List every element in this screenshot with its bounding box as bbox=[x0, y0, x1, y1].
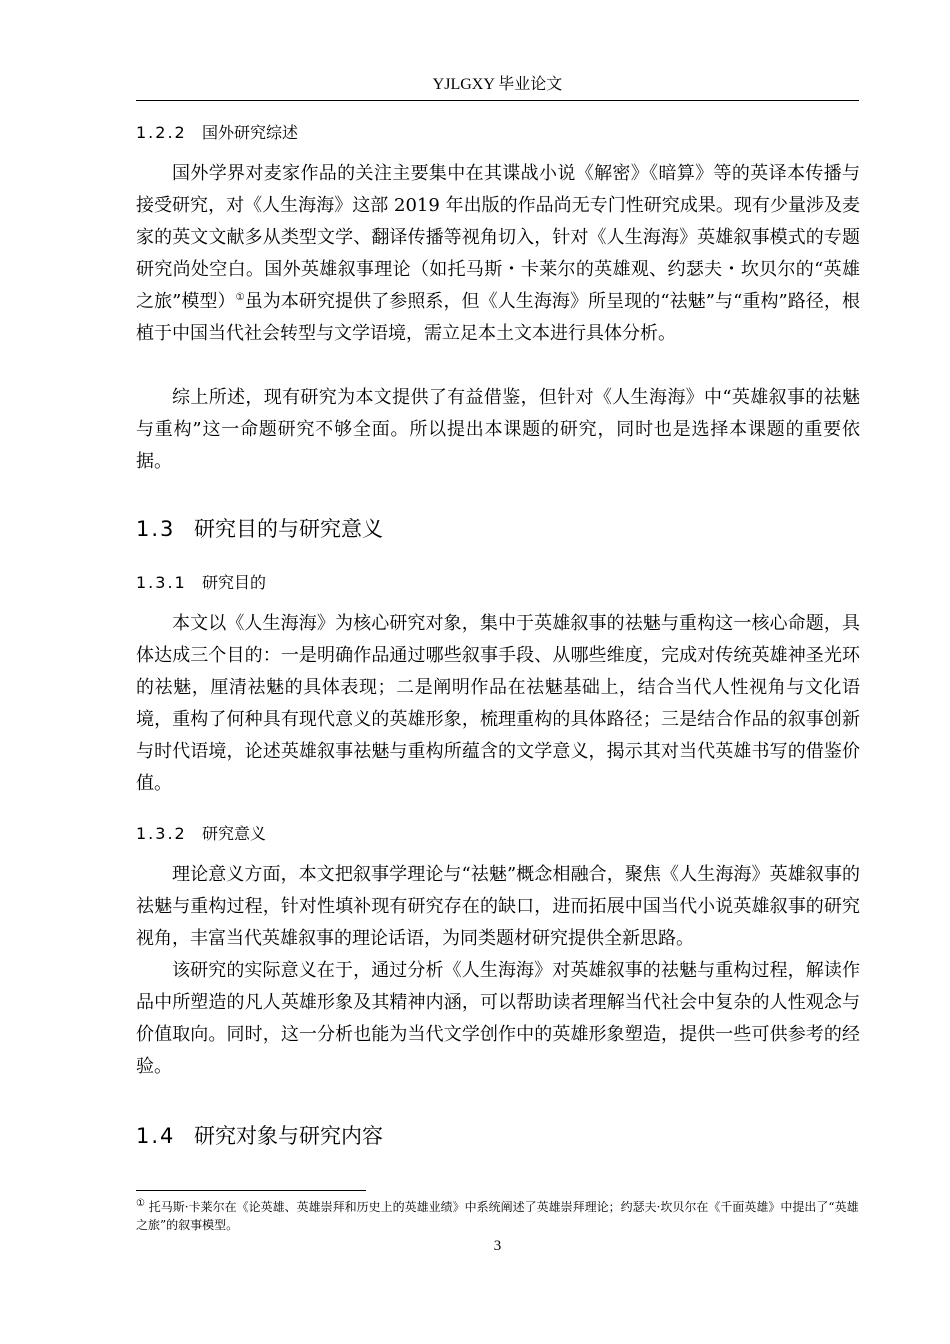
heading-number: 1.2.2 bbox=[136, 123, 187, 142]
paragraph-1-2-2-1 bbox=[136, 158, 860, 350]
heading-1-3-2 bbox=[136, 822, 266, 846]
paragraph-1-2-2-2: 综上所述，现有研究为本文提供了有益借鉴，但针对《人生海海》中“英雄叙事的祛魅与重构”这一命题研究不够全面。所以提出本课题的研究，同时也是选择本课题的重要依据。 bbox=[136, 387, 860, 472]
footnote bbox=[136, 1198, 860, 1234]
heading-number: 1.3 bbox=[136, 517, 176, 541]
heading-number: 1.3.1 bbox=[136, 573, 187, 592]
heading-number: 1.4 bbox=[136, 1124, 176, 1148]
footnote-text: 托马斯·卡莱尔在《论英雄、英雄崇拜和历史上的英雄业绩》中系统阐述了英雄崇拜理论；约瑟夫·坎贝尔在《千面英雄》中提出了“英雄之旅”的叙事模型。 bbox=[136, 1200, 859, 1232]
heading-title: 研究目的与研究意义 bbox=[194, 517, 383, 541]
paragraph-1-3-2-1: 理论意义方面，本文把叙事学理论与“祛魅”概念相融合，聚焦《人生海海》英雄叙事的祛魅与重构过程，针对性填补现有研究存在的缺口，进而拓展中国当代小说英雄叙事的研究视角，丰富当代英雄叙事的理论话语，为同类题材研究提供全新思路。 bbox=[136, 864, 860, 949]
heading-title: 研究目的 bbox=[202, 573, 267, 592]
paragraph-text: 虽为本研究提供了参照系，但《人生海海》所呈现的“祛魅”与“重构”路径，根植于中国当代社会转型与文学语境，需立足本土文本进行具体分析。 bbox=[136, 291, 861, 344]
heading-1-3-1 bbox=[136, 571, 266, 595]
heading-number: 1.3.2 bbox=[136, 824, 187, 843]
footnote-marker: ① bbox=[136, 1198, 145, 1209]
running-header: YJLGXY 毕业论文 bbox=[432, 76, 563, 93]
heading-title: 研究意义 bbox=[202, 824, 267, 843]
footnote-rule bbox=[136, 1190, 366, 1191]
paragraph-1-3-2-2: 该研究的实际意义在于，通过分析《人生海海》对英雄叙事的祛魅与重构过程，解读作品中所塑造的凡人英雄形象及其精神内涵，可以帮助读者理解当代社会中复杂的人性观念与价值取向。同时，这一分析也能为当代文学创作中的英雄形象塑造，提供一些可供参考的经验。 bbox=[136, 960, 860, 1077]
heading-title: 国外研究综述 bbox=[202, 123, 299, 142]
paragraph-text: 国外学界对麦家作品的关注主要集中在其谍战小说《解密》《暗算》等的英译本传播与接受研究，对《人生海海》这部 2019 年出版的作品尚无专门性研究成果。现有少量涉及麦家的英文文献多从类型文学、翻译传播等视角切入，针对《人生海海》英雄叙事模式的专题研究尚处空白。国外英雄叙事理论（如托马斯・卡莱尔的英雄观、约瑟夫・坎贝尔的“英雄之旅”模型） bbox=[136, 163, 860, 312]
heading-1-4 bbox=[136, 1121, 383, 1151]
paragraph-1-3-1-1: 本文以《人生海海》为核心研究对象，集中于英雄叙事的祛魅与重构这一核心命题，具体达成三个目的：一是明确作品通过哪些叙事手段、从哪些维度，完成对传统英雄神圣光环的祛魅，厘清祛魅的具体表现；二是阐明作品在祛魅基础上，结合当代人性视角与文化语境，重构了何种具有现代意义的英雄形象，梳理重构的具体路径；三是结合作品的叙事创新与时代语境，论述英雄叙事祛魅与重构所蕴含的文学意义，揭示其对当代英雄书写的借鉴价值。 bbox=[136, 613, 860, 794]
heading-1-2-2 bbox=[136, 121, 298, 145]
header-rule bbox=[136, 100, 859, 101]
heading-1-3 bbox=[136, 514, 383, 544]
footnote-ref: ① bbox=[235, 292, 245, 303]
page-number: 3 bbox=[493, 1238, 502, 1254]
heading-title: 研究对象与研究内容 bbox=[194, 1124, 383, 1148]
